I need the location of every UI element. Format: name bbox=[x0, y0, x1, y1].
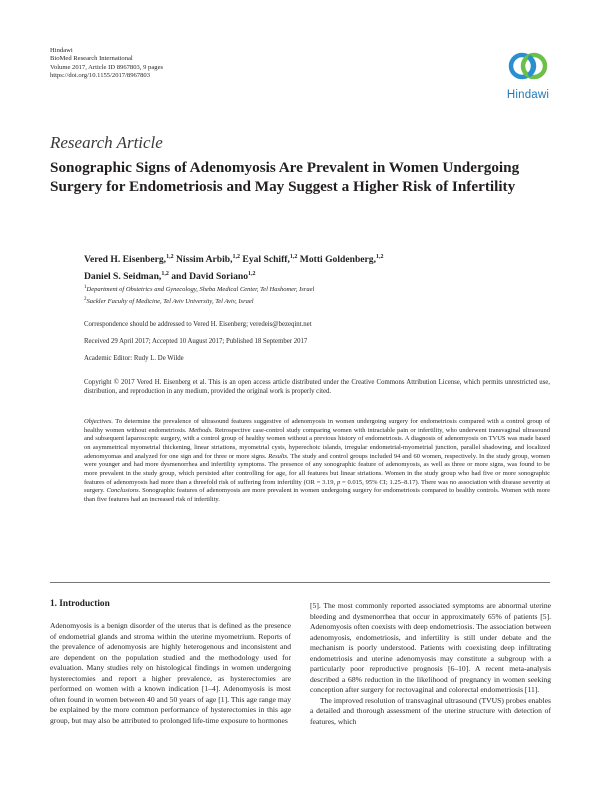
right-column bbox=[310, 601, 551, 728]
affiliation-text: Department of Obstetrics and Gynecology, Sheba Medical Center, Tel Hashomer, Israel bbox=[86, 286, 315, 294]
author-affil-sup: 1,2 bbox=[376, 254, 384, 260]
publisher-name: Hindawi bbox=[50, 47, 73, 54]
abstract-conclusions: Sonographic features of adenomyosis are more prevalent in women undergoing surgery for endometriosis compared to healthy controls. Women with more than five features had an increased risk of infertility. bbox=[84, 487, 550, 503]
article-title: Sonographic Signs of Adenomyosis Are Prevalent in Women Undergoing Surgery for Endometriosis and May Suggest a Higher Risk of Infertility bbox=[50, 159, 520, 195]
abstract bbox=[84, 418, 550, 505]
article-dates: Received 29 April 2017; Accepted 10 August 2017; Published 18 September 2017 bbox=[84, 338, 308, 345]
article-type: Research Article bbox=[50, 133, 163, 152]
academic-editor: Academic Editor: Rudy L. De Wilde bbox=[84, 355, 184, 362]
doi-link[interactable]: https://doi.org/10.1155/2017/8967803 bbox=[50, 72, 151, 80]
author-list bbox=[84, 250, 544, 284]
journal-name: BioMed Research International bbox=[50, 55, 133, 63]
author-name: Daniel S. Seidman, bbox=[84, 271, 162, 283]
volume-info: Volume 2017, Article ID 8967803, 9 pages bbox=[50, 63, 164, 71]
p-value-symbol: p bbox=[336, 478, 341, 486]
left-column bbox=[50, 621, 291, 726]
section-divider bbox=[50, 582, 550, 583]
affiliation-2 bbox=[84, 295, 544, 307]
author-name: Eyal Schiff, bbox=[242, 254, 290, 266]
author-affil-sup: 1,2 bbox=[289, 254, 298, 260]
abstract-objectives-label: Objectives. bbox=[84, 418, 114, 425]
affiliation-1 bbox=[84, 283, 544, 295]
affiliation-sup: 1 bbox=[84, 285, 87, 290]
affiliations bbox=[84, 283, 544, 307]
hindawi-logo bbox=[502, 46, 554, 104]
affiliation-sup: 2 bbox=[84, 297, 87, 303]
author-line-2 bbox=[84, 267, 544, 284]
correspondence-note: Correspondence should be addressed to Vered H. Eisenberg; veredeis@bezeqint.net bbox=[84, 321, 312, 328]
author-name: Vered H. Eisenberg, bbox=[84, 254, 167, 266]
author-affil-sup: 1,2 bbox=[232, 254, 241, 260]
author-affil-sup: 1,2 bbox=[166, 254, 174, 260]
author-affil-sup: 1,2 bbox=[161, 271, 169, 278]
intro-paragraph-2: [5]. The most commonly reported associated symptoms are abnormal uterine bleeding and dysmenorrhea that occur in approximately 65% of patients [5]. Adenomyosis often coexists with deep endometriosis. The association between adenomyosis, endometriosis, and infertility is still under debate and the mechanism is poorly understood. Patients with coexisting deep infiltrating endometriosis and uterine adenomyosis may constitute a subgroup with a particularly poor reproductive prognosis [6–10]. A recent meta-analysis described a 68% reduction in the likelihood of pregnancy in women seeking conception after surgery for rectovaginal and colorectal endometriosis [11]. bbox=[310, 601, 551, 695]
intro-paragraph-1: Adenomyosis is a benign disorder of the uterus that is defined as the presence of endometrial glands and stroma within the uterine myometrium. Reports of the prevalence of adenomyosis are highly heterogenous and inconsistent and are dependent on the population studied and the methodology used for evaluation. Many studies rely on histological findings in women undergoing hysterectomies and report a higher prevalence, as hysterectomies are performed on women with a known indication [1–4]. Adenomyosis is most often found in women between 40 and 50 years of age [1]. This age range may be explained by the more common performance of hysterectomies in this age group, but may also be attributed to prolonged life-time exposure to hormones bbox=[50, 621, 291, 725]
abstract-methods-label: Methods. bbox=[188, 426, 213, 434]
intro-paragraph-3: The improved resolution of transvaginal ultrasound (TVUS) probes enables a detailed and thorough assessment of the uterine structure with detection of features, which bbox=[310, 695, 551, 727]
abstract-objectives: To determine the prevalence of ultrasound features suggestive of adenomyosis in women undergoing surgery for endometriosis compared with a control group of healthy women without endometriosis. bbox=[84, 418, 550, 434]
abstract-results: The study and control groups included 94 and 60 women, respectively. In the study group, women were younger and had more dysmenorrhea and infertility symptoms. The presence of any sonographic feature of adenomyosis, as well as three or more signs, was found to be more prevalent in the study group, which persisted after controlling for age, for all features but linear striations. Women in the study group who had five or more sonographic features of adenomyosis had more than a threefold risk of suffering from infertility (OR = 3.19, bbox=[84, 452, 550, 486]
abstract-results-tail: = 0.015, 95% CI; 1.25–8.17). There was no association with disease severity at surgery. bbox=[84, 478, 550, 495]
author-name: Nissim Arbib, bbox=[176, 254, 233, 266]
journal-header bbox=[50, 47, 163, 81]
author-name: Motti Goldenberg, bbox=[299, 254, 376, 266]
author-affil-sup: 1,2 bbox=[248, 271, 256, 278]
abstract-conclusions-label: Conclusions. bbox=[106, 487, 141, 495]
affiliation-text: Sackler Faculty of Medicine, Tel Aviv University, Tel Aviv, Israel bbox=[86, 298, 254, 306]
abstract-results-label: Results. bbox=[268, 452, 289, 460]
author-line-1 bbox=[84, 250, 544, 267]
hindawi-logo-icon bbox=[502, 46, 554, 90]
section-title: 1. Introduction bbox=[50, 599, 110, 609]
author-name: and David Soriano bbox=[171, 271, 248, 283]
copyright-notice: Copyright © 2017 Vered H. Eisenberg et al. This is an open access article distributed under the Creative Commons Attribution License, which permits unrestricted use, distribution, and reproduction in any medium, provided the original work is properly cited. bbox=[84, 379, 550, 395]
logo-text: Hindawi bbox=[506, 89, 550, 101]
abstract-methods: Retrospective case-control study comparing women with intractable pain or infertility, who underwent transvaginal ultrasound and subsequent laparoscopic surgery, with a control group of healthy women without a previous history of endometriosis. A diagnosis of adenomyosis on TVUS was made based on asymmetrical myometrial thickening, linear striations, myometrial cysts, hyperechoic islands, irregular endometrial-myometrial junction, parallel shadowing, and localized adenomyomas and analyzed for one sign and for three or more signs. bbox=[84, 426, 550, 460]
